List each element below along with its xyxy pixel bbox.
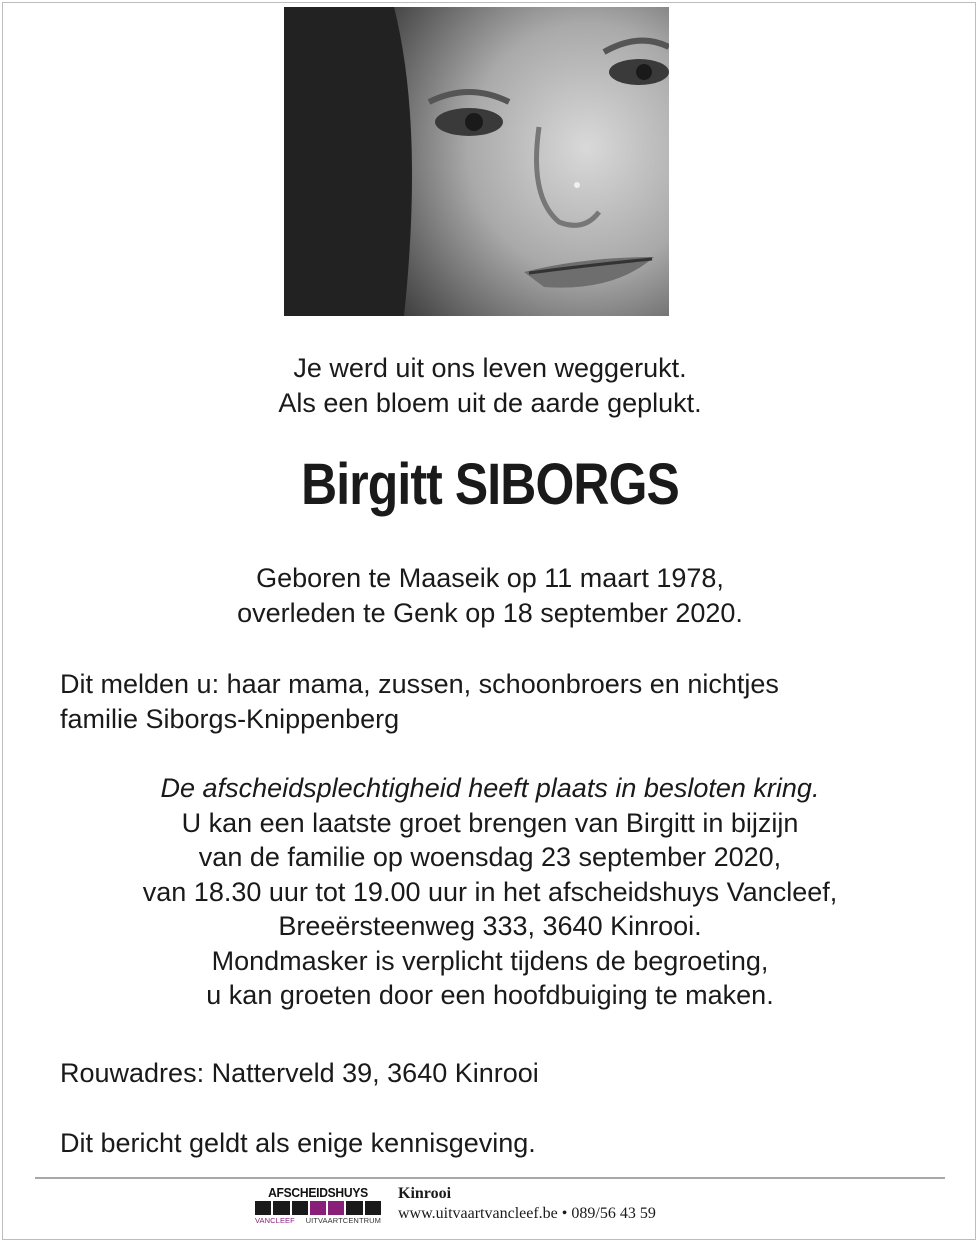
notice-text: Dit bericht geldt als enige kennisgeving.	[60, 1128, 536, 1158]
logo-bar	[292, 1201, 308, 1215]
logo-bar	[310, 1201, 326, 1215]
family-name-line: familie Siborgs-Knippenberg	[60, 704, 400, 734]
family-announcement	[60, 667, 779, 737]
logo-bar	[365, 1201, 381, 1215]
ceremony-line: van de familie op woensdag 23 september 2020,	[198, 842, 782, 872]
footer-divider	[35, 1177, 945, 1179]
ceremony-line: van 18.30 uur tot 19.00 uur in het afscheidshuys Vancleef,	[142, 876, 838, 907]
announcement-line: Dit melden u: haar mama, zussen, schoonbroers en nichtjes	[60, 669, 779, 699]
ceremony-details	[0, 771, 980, 1013]
ceremony-line: Mondmasker is verplicht tijdens de begroeting,	[211, 945, 769, 976]
birth-death-dates	[0, 561, 980, 630]
poem-line: Als een bloem uit de aarde geplukt.	[278, 387, 702, 418]
footer-town: Kinrooi	[398, 1185, 452, 1202]
birth-line: Geboren te Maaseik op 11 maart 1978,	[256, 563, 724, 593]
logo-bar	[328, 1201, 344, 1215]
poem	[0, 351, 980, 420]
portrait-photo-icon	[284, 7, 669, 316]
ceremony-line: u kan groeten door een hoofdbuiging te maken.	[206, 980, 774, 1010]
death-line: overleden te Genk op 18 september 2020.	[237, 597, 743, 628]
deceased-name: Birgitt SIBORGS	[301, 452, 679, 517]
poem-line: Je werd uit ons leven weggerukt.	[293, 353, 687, 383]
logo-subtitle	[255, 1216, 381, 1225]
logo-bar	[255, 1201, 271, 1215]
logo-brand: VANCLEEF	[255, 1216, 295, 1225]
footer-website-phone[interactable]: www.uitvaartvancleef.be • 089/56 43 59	[398, 1205, 656, 1222]
ceremony-italic-line: De afscheidsplechtigheid heeft plaats in besloten kring.	[160, 773, 820, 803]
logo-title: AFSCHEIDSHUYS	[268, 1185, 368, 1200]
logo-bar	[273, 1201, 289, 1215]
logo-subtitle-text: UITVAARTCENTRUM	[305, 1216, 381, 1225]
portrait-photo	[284, 7, 669, 316]
footer-contact	[398, 1184, 656, 1224]
mourning-address: Rouwadres: Natterveld 39, 3640 Kinrooi	[60, 1058, 539, 1088]
funeral-home-logo	[255, 1185, 381, 1225]
ceremony-line: Breeërsteenweg 333, 3640 Kinrooi.	[278, 911, 702, 941]
logo-bar	[346, 1201, 362, 1215]
logo-color-bars	[255, 1201, 381, 1215]
ceremony-line: U kan een laatste groet brengen van Birgitt in bijzijn	[181, 807, 799, 838]
